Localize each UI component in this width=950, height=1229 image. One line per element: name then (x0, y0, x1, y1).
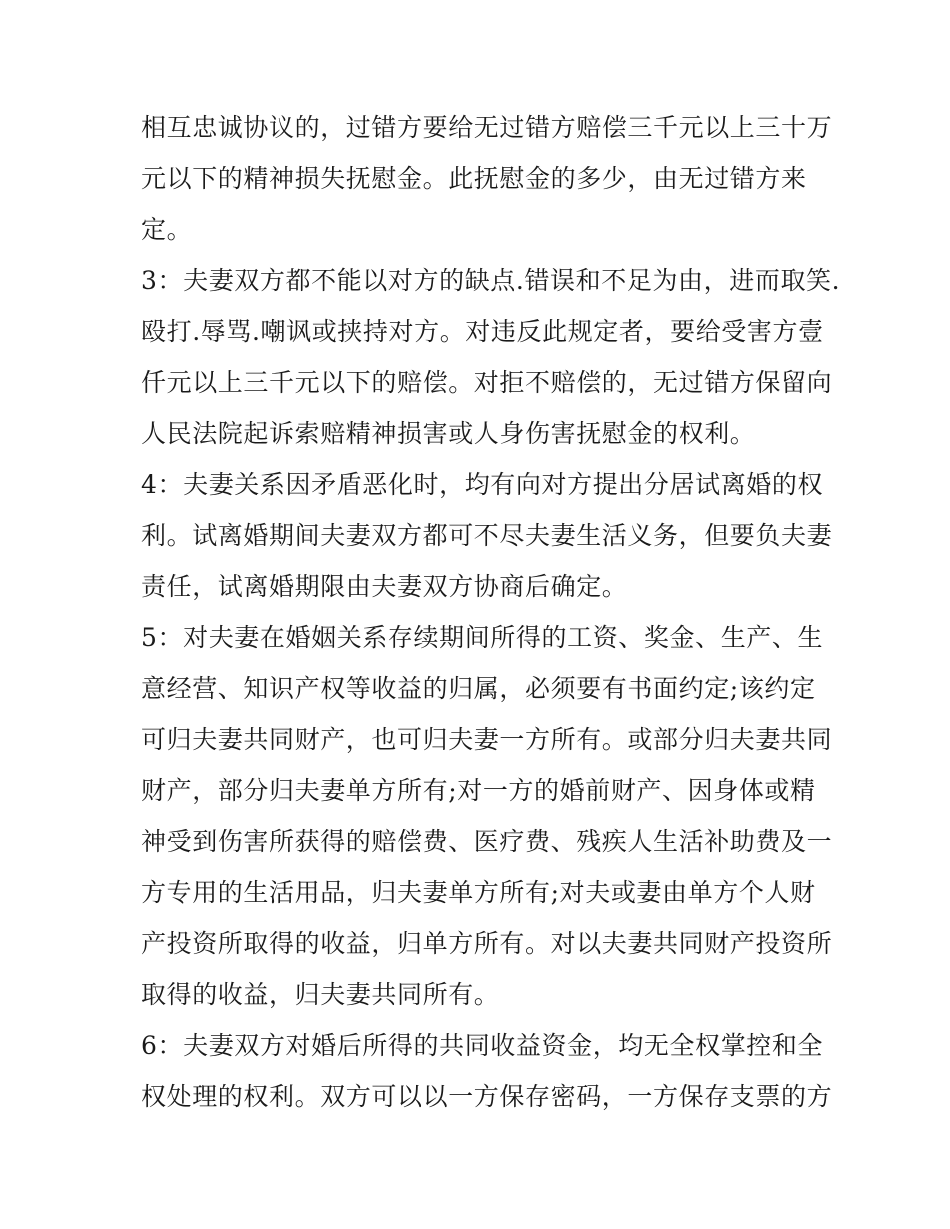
text-line: 责任，试离婚期限由夫妻双方协商后确定。 (141, 572, 628, 601)
text-line: 定。 (141, 215, 193, 244)
text-line: 财产，部分归夫妻单方所有;对一方的婚前财产、因身体或精 (141, 776, 816, 805)
text-line: 殴打.辱骂.嘲讽或挟持对方。对违反此规定者，要给受害方壹 (141, 317, 824, 346)
text-line: 意经营、知识产权等收益的归属，必须要有书面约定;该约定 (141, 674, 816, 703)
text-line: 元以下的精神损失抚慰金。此抚慰金的多少，由无过错方来 (141, 164, 807, 193)
text-line: 5：对夫妻在婚姻关系存续期间所得的工资、奖金、生产、生 (141, 623, 824, 652)
text-line: 6：夫妻双方对婚后所得的共同收益资金，均无全权掌控和全 (141, 1031, 824, 1060)
document-body (141, 102, 841, 1122)
text-line: 权处理的权利。双方可以以一方保存密码，一方保存支票的方 (141, 1082, 833, 1111)
text-line: 方专用的生活用品，归夫妻单方所有;对夫或妻由单方个人财 (141, 878, 816, 907)
text-line: 3：夫妻双方都不能以对方的缺点.错误和不足为由，进而取笑. (141, 266, 841, 295)
text-line: 4：夫妻关系因矛盾恶化时，均有向对方提出分居试离婚的权 (141, 470, 824, 499)
text-line: 可归夫妻共同财产，也可归夫妻一方所有。或部分归夫妻共同 (141, 725, 833, 754)
text-line: 利。试离婚期间夫妻双方都可不尽夫妻生活义务，但要负夫妻 (141, 521, 833, 550)
text-line: 取得的收益，归夫妻共同所有。 (141, 980, 500, 1009)
text-line: 仟元以上三千元以下的赔偿。对拒不赔偿的，无过错方保留向 (141, 368, 833, 397)
text-line: 产投资所取得的收益，归单方所有。对以夫妻共同财产投资所 (141, 929, 833, 958)
text-line: 神受到伤害所获得的赔偿费、医疗费、残疾人生活补助费及一 (141, 827, 833, 856)
text-line: 相互忠诚协议的，过错方要给无过错方赔偿三千元以上三十万 (141, 113, 833, 142)
text-line: 人民法院起诉索赔精神损害或人身伤害抚慰金的权利。 (141, 419, 756, 448)
